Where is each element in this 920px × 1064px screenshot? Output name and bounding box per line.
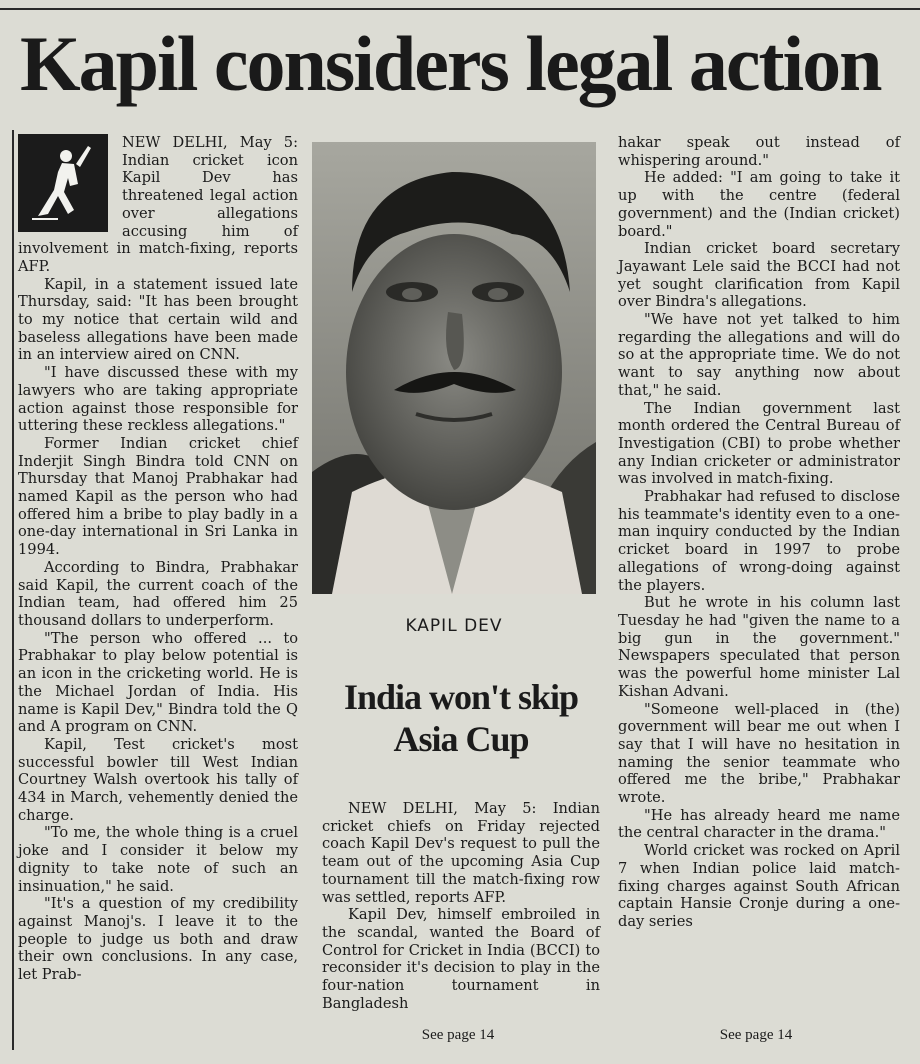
paragraph: NEW DELHI, May 5: Indian cricket chiefs on Friday rejected coach Kapil Dev's request to pull the team out of the upcoming Asia Cup tournament till the match-fixing row was settled, reports AFP. [322,800,600,906]
see-page-link[interactable]: See page 14 [421,1027,495,1043]
paragraph: "Someone well-placed in (the) government will bear me out when I say that I will have no hesitation in naming the senior teammate who offered me the bribe," Prabhakar wrote. [618,700,900,807]
paragraph: But he wrote in his column last Tuesday he had "given the name to a big gun in the government." Newspapers speculated that person was the powerful home minister Lal Kishan Advani. [618,594,900,700]
headline: Kapil considers legal action [20,20,881,107]
paragraph: He added: "I am going to take it up with the centre (federal government) and the (Indian cricket) board." [618,169,900,240]
paragraph: Former Indian cricket chief Inderjit Singh Bindra told CNN on Thursday that Manoj Prabhakar had named Kapil as the person who had offered him a bribe to play badly in a one-day international in Sri Lanka in 1994. [18,434,298,559]
second-story-headline: India won't skip Asia Cup [343,677,579,759]
paragraph: Kapil, Test cricket's most successful bowler till West Indian Courtney Walsh overtook his tally of 434 in March, vehemently denied the charge. [18,735,298,824]
main-story-column-1 [18,134,298,984]
paragraph: "The person who offered ... to Prabhakar to play below potential is an icon in the cricketing world. He is the Michael Jordan of India. His name is Kapil Dev," Bindra told the Q and A program on CNN. [18,629,298,736]
photo-caption: KAPIL DEV [405,616,503,636]
paragraph: "He has already heard me name the central character in the drama." [618,806,900,842]
paragraph: "To me, the whole thing is a cruel joke and I consider it below my dignity to take note of such an insinuation," he said. [18,824,298,895]
paragraph: The Indian government last month ordered the Central Bureau of Investigation (CBI) to probe whether any Indian cricketer or administrator was involved in match-fixing. [618,399,900,488]
dateline-lead: NEW DELHI, May 5: Indian cricket icon Kapil Dev has threatened legal action over allegations accusing him of involvement in match-fixing, reports AFP. [18,134,298,275]
top-rule [0,8,920,10]
paragraph: "It's a question of my credibility against Manoj's. I leave it to the people to judge us both and draw their own conclusions. In any case, let Prab- [18,895,298,984]
paragraph: According to Bindra, Prabhakar said Kapil, the current coach of the Indian team, had offered him 25 thousand dollars to underperform. [18,558,298,629]
paragraph: Kapil, in a statement issued late Thursday, said: "It has been brought to my notice that certain wild and baseless allegations have been made in an interview aired on CNN. [18,275,298,364]
left-rule [12,130,14,1050]
paragraph: Kapil Dev, himself embroiled in the scandal, wanted the Board of Control for Cricket in India (BCCI) to reconsider it's decision to play in the four-nation tournament in Bangladesh [322,906,600,1012]
cricket-batsman-icon [18,134,108,232]
paragraph: hakar speak out instead of whispering around." [618,134,900,169]
main-story-column-3 [618,134,900,931]
paragraph: Prabhakar had refused to disclose his teammate's identity even to a one-man inquiry conducted by the Indian cricket board in 1997 to probe allegations of wrong-doing against the players. [618,488,900,594]
paragraph: Indian cricket board secretary Jayawant Lele said the BCCI had not yet sought clarification from Kapil over Bindra's allegations. [618,240,900,311]
second-story-body [322,800,600,1012]
paragraph: "I have discussed these with my lawyers who are taking appropriate action against those responsible for uttering these reckless allegations." [18,364,298,435]
portrait-photo [312,142,596,594]
paragraph: "We have not yet talked to him regarding the allegations and will do so at the appropriate time. We do not want to say anything now about that," he said. [618,311,900,399]
paragraph: World cricket was rocked on April 7 when Indian police laid match-fixing charges against South African captain Hansie Cronje during a one-day series [618,842,900,930]
see-page-link[interactable]: See page 14 [719,1027,793,1043]
